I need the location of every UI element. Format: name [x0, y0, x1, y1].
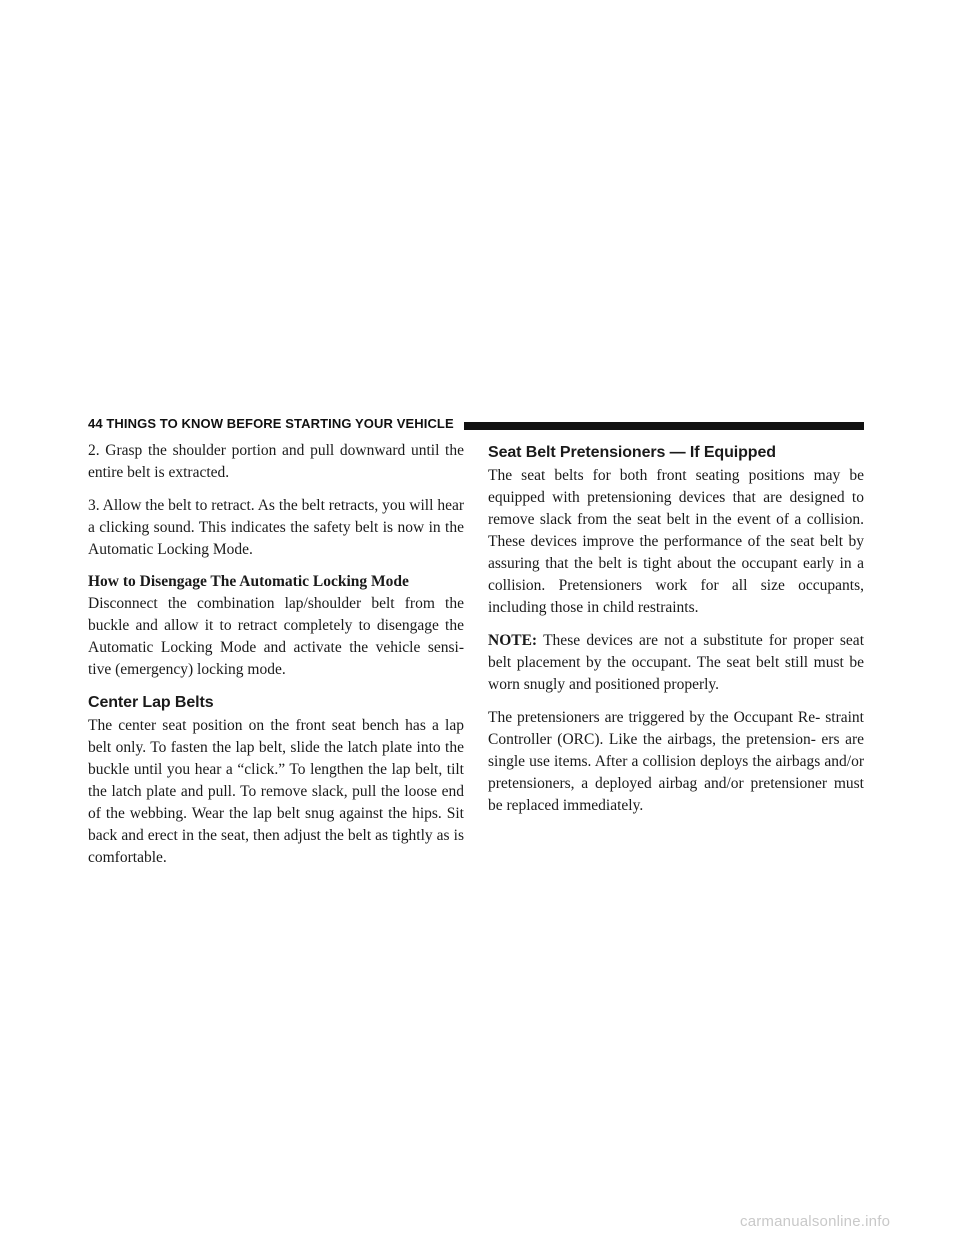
disengage-heading: How to Disengage The Automatic Locking Mode	[88, 573, 409, 590]
step-3-text: 3. Allow the belt to retract. As the belt retracts, you will hear a clicking sound. This indicates the safety belt is now in the Automatic Locking Mode.	[88, 497, 464, 558]
orc-paragraph: The pretensioners are triggered by the Occupant Re- straint Controller (ORC). Like the airbags, the pretension- ers are single use items. After a collision deploys the airbags and/or pretensioners, a deployed airbag and/or pretensioner must be replaced immediately.	[488, 709, 864, 814]
left-column	[88, 440, 464, 880]
watermark-text: carmanualsonline.info	[740, 1213, 891, 1230]
center-lap-belts-heading: Center Lap Belts	[88, 694, 214, 711]
header-rule-bar	[464, 422, 864, 430]
step-2-text: 2. Grasp the shoulder portion and pull downward until the entire belt is extracted.	[88, 442, 464, 481]
pretensioners-paragraph: The seat belts for both front seating positions may be equipped with pretensioning devices that are designed to remove slack from the seat belt in the event of a collision. These devices improve the performance of the seat belt by assuring that the belt is tight about the occupant early in a collision. Pretensioners work for all size occupants, including those in child restraints.	[488, 467, 864, 616]
disengage-text: Disconnect the combination lap/shoulder belt from the buckle and allow it to retract completely to disengage the Automatic Locking Mode and activate the vehicle sensi- tive (emergency) locking mode.	[88, 595, 464, 678]
center-lap-belts-text: The center seat position on the front seat bench has a lap belt only. To fasten the lap belt, slide the latch plate into the buckle until you hear a “click.” To lengthen the lap belt, tilt the latch plate and pull. To remove slack, pull the loose end of the webbing. Wear the lap belt snug against the hips. Sit back and erect in the seat, then adjust the belt as tightly as is comfortable.	[88, 717, 464, 866]
pretensioners-heading: Seat Belt Pretensioners — If Equipped	[488, 444, 776, 461]
note-paragraph	[488, 630, 864, 696]
note-label: NOTE:	[488, 632, 538, 649]
right-column	[488, 440, 864, 828]
page-header	[88, 414, 864, 436]
note-text: These devices are not a substitute for proper seat belt placement by the occupant. The seat belt still must be worn snugly and positioned properly.	[488, 632, 864, 693]
page-header-title: 44 THINGS TO KNOW BEFORE STARTING YOUR VEHICLE	[88, 416, 454, 431]
